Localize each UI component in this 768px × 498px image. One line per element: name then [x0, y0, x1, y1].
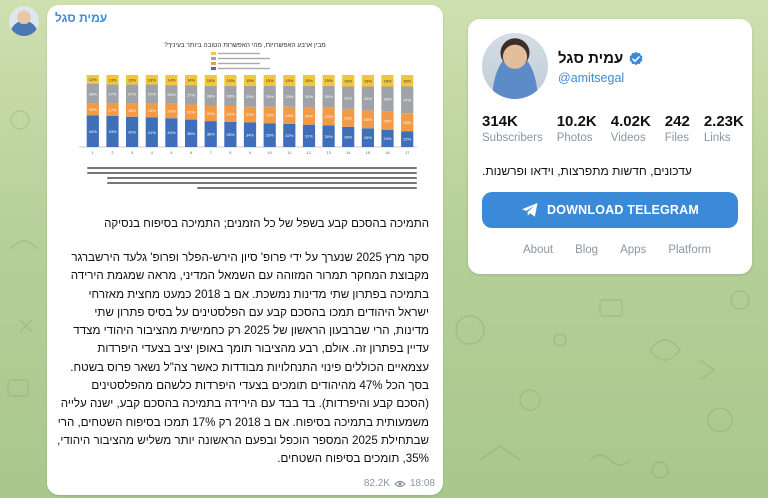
bar-value-label: 40%	[167, 130, 176, 136]
chart-footnote-lines	[87, 167, 417, 189]
stat-value: 2.23K	[703, 113, 744, 130]
bar-value-label: 22%	[245, 112, 255, 118]
bar-value-label: 25%	[344, 115, 353, 121]
bar-value-label: 44%	[88, 128, 97, 134]
x-tick-label: 2	[111, 150, 114, 155]
bar-value-label: 25%	[403, 119, 412, 125]
x-tick-label: 4	[150, 150, 153, 155]
bar-value-label: 17%	[108, 107, 117, 113]
bar-value-label: 16%	[383, 78, 392, 84]
bar-value-label: 36%	[206, 131, 215, 137]
bar-value-label: 30%	[304, 94, 313, 100]
channel-avatar[interactable]	[482, 33, 548, 99]
x-tick-label: 1	[91, 150, 94, 155]
author-avatar[interactable]	[9, 6, 39, 36]
bar-value-label: 34%	[245, 132, 255, 138]
chart-bars	[79, 75, 417, 155]
chart-title: מבין ארבע האפשרויות, מהי האפשרות הטובה ביותר בעיניך?	[164, 42, 326, 49]
bar-value-label: 19%	[147, 108, 156, 114]
channel-title	[558, 50, 644, 67]
link-apps[interactable]: Apps	[620, 244, 647, 256]
bar-value-label: 21%	[187, 109, 196, 115]
x-tick-label: 16	[385, 150, 390, 155]
bar-value-label: 28%	[226, 93, 235, 99]
bar-value-label: 16%	[403, 78, 412, 84]
bar-value-label: 15%	[206, 78, 215, 83]
x-tick-label: 15	[365, 150, 371, 155]
bar-value-label: 21%	[206, 111, 215, 117]
bar-value-label: 26%	[363, 135, 372, 141]
post-title: התמיכה בהסכם קבע בשפל של כל הזמנים; התמיכה בסיפוח בנסיקה	[104, 218, 429, 230]
bar-value-label: 27%	[187, 92, 196, 98]
stat-links[interactable]	[704, 113, 744, 144]
post-image[interactable]	[47, 35, 443, 207]
footer-links	[523, 244, 711, 256]
bar-value-label: 28%	[206, 93, 215, 99]
stacked-bar-chart	[47, 35, 443, 207]
link-blog[interactable]: Blog	[575, 244, 599, 256]
bar-value-label: 25%	[383, 118, 392, 124]
stat-files[interactable]	[665, 113, 690, 144]
bar-value-label: 31%	[344, 95, 353, 101]
bar-value-label: 35%	[226, 132, 235, 137]
legend-swatch	[211, 52, 216, 55]
eye-icon	[394, 480, 406, 488]
bar-value-label: 15%	[245, 78, 255, 83]
x-tick-label: 6	[189, 150, 193, 155]
bar-value-label: 30%	[324, 133, 333, 139]
x-tick-label: 3	[130, 150, 134, 155]
telegram-icon	[521, 202, 539, 218]
link-platform[interactable]: Platform	[668, 244, 712, 256]
bar-value-label: 14%	[187, 77, 196, 83]
legend-text	[218, 58, 270, 59]
bar-value-label: 27%	[108, 91, 117, 97]
stat-value: 314K	[482, 113, 518, 130]
bar-value-label: 25%	[363, 116, 372, 122]
bar-value-label: 15%	[304, 78, 313, 83]
legend-text	[218, 63, 260, 64]
stat-videos[interactable]	[611, 113, 651, 144]
bar-value-label: 20%	[167, 108, 176, 114]
x-tick-label: 14	[345, 150, 351, 155]
post-time: 18:08	[409, 478, 435, 489]
x-tick-label: 13	[326, 150, 331, 155]
bar-value-label: 13%	[147, 77, 156, 83]
bar-value-label: 43%	[108, 129, 117, 135]
bar-value-label: 16%	[363, 78, 372, 84]
bar-value-label: 24%	[304, 113, 313, 119]
stat-value: 10.2K	[556, 113, 597, 130]
bar-value-label: 24%	[383, 136, 392, 141]
legend-swatch	[211, 62, 216, 65]
x-tick-label: 7	[209, 150, 212, 155]
post-meta	[364, 478, 435, 489]
bar-value-label: 26%	[167, 92, 176, 97]
bar-value-label: 15%	[324, 78, 333, 83]
x-tick-label: 9	[248, 150, 252, 155]
stat-label: Videos	[610, 132, 646, 144]
bar-value-label: 15%	[265, 78, 274, 83]
channel-card	[468, 19, 752, 274]
bar-value-label: 35%	[383, 96, 392, 102]
legend-swatch	[211, 57, 216, 60]
stat-photos[interactable]	[557, 113, 597, 144]
channel-description: עדכונים, חדשות מתפרצות, וידאו ופרשנות.	[482, 164, 692, 178]
bar-value-label: 29%	[285, 93, 294, 99]
legend-text	[218, 53, 260, 54]
bar-value-label: 33%	[265, 132, 274, 138]
x-tick-label: 17	[404, 150, 410, 155]
bar-value-label: 13%	[108, 77, 117, 83]
bar-value-label: 37%	[403, 97, 412, 103]
bar-value-label: 29%	[245, 93, 255, 99]
stat-label: Files	[664, 132, 690, 144]
x-tick-label: 11	[287, 150, 292, 155]
bar-value-label: 16%	[88, 107, 97, 113]
bar-value-label: 14%	[167, 77, 176, 83]
bar-value-label: 29%	[265, 93, 274, 99]
bar-value-label: 15%	[285, 78, 294, 83]
x-tick-label: 5	[170, 150, 173, 155]
link-about[interactable]: About	[523, 244, 554, 256]
bar-value-label: 31%	[304, 133, 313, 139]
bar-value-label: 28%	[344, 134, 353, 140]
bar-value-label: 27%	[147, 91, 156, 97]
post-author[interactable]: עמית סגל	[55, 11, 108, 25]
verified-badge-icon	[628, 51, 644, 67]
bar-value-label: 22%	[226, 111, 235, 117]
bar-value-label: 15%	[226, 78, 235, 83]
legend-swatch	[211, 67, 216, 70]
download-label: DOWNLOAD TELEGRAM	[547, 203, 699, 217]
x-tick-label: 10	[267, 150, 272, 155]
bar-value-label: 25%	[324, 114, 333, 119]
x-tick-label: 12	[306, 150, 312, 155]
channel-handle[interactable]: @amitsegal	[558, 71, 625, 85]
bar-value-label: 42%	[128, 129, 137, 135]
download-telegram-button[interactable]	[482, 192, 738, 228]
stat-value: 4.02K	[610, 113, 651, 130]
stat-label: Photos	[556, 132, 593, 144]
post-card	[47, 5, 443, 495]
legend-text	[218, 68, 270, 69]
bar-value-label: 23%	[265, 112, 274, 118]
view-count: 82.2K	[363, 478, 390, 489]
bar-value-label: 38%	[187, 130, 196, 136]
bar-value-label: 16%	[344, 78, 353, 84]
bar-value-label: 30%	[324, 94, 333, 100]
channel-name: עמית סגל	[558, 50, 624, 67]
bar-value-label: 27%	[128, 91, 137, 97]
bar-value-label: 18%	[128, 107, 137, 113]
stat-label: Subscribers	[482, 132, 543, 144]
x-tick-label: 8	[229, 150, 232, 155]
stat-label: Links	[703, 132, 731, 144]
stat-subscribers	[482, 113, 543, 144]
bar-value-label: 12%	[88, 76, 97, 82]
bar-value-label: 13%	[128, 77, 137, 83]
bar-value-label: 33%	[363, 96, 372, 101]
post-body: סקר מרץ 2025 שנערך על ידי פרופ' סיון הירש-הפלר ופרופ' גלעד הירשברגר מקבוצת המחקר תמרור המזוהה עם השמאל המדיני, מראה שמגמת הירידה בתמיכה בפתרון שתי מדינות נמשכת. אם ב 2018 כמעט מחצית מאזרחי ישראל היהודים תמכו בהסכם קבע עם הפלסטינים על בסיס פתרון שתי מדינות, הרי שברבעון הראשון של 2025 רק כחמישית מהציבור היהודי מצדד עדיין בפתרון זה. אולם, רבע מהציבור תומך באופן יציב בצעדי היפרדות עצמאיים הכוללים פינוי התנחלויות מבודדות כאשר צה"ל נשאר פרוס בשטח. בסך הכל 47% מהיהודים תומכים בצעדי היפרדות כלשהם מהפלסטינים (הסכם קבע והיפרדות). בד בבד עם הירידה בתמיכה בהסכם קבע, ישנה עלייה משמעותית בתמיכה בסיפוח. אם ב 2018 רק 17% תמכו בסיפוח השטחים, הרי שבתחילת 2025 המספר הוכפל ובפעם הראשונה יותר משליש מהציבור היהודי, 35%, תומכים בסיפוח השטחים.	[57, 251, 429, 466]
bar-value-label: 32%	[285, 133, 294, 139]
bar-value-label: 24%	[285, 112, 294, 118]
bar-value-label: 41%	[147, 129, 156, 135]
bar-value-label: 22%	[403, 136, 412, 142]
chart-legend	[211, 52, 270, 70]
bar-value-label: 28%	[88, 91, 97, 97]
channel-stats	[482, 113, 748, 144]
stat-value: 242	[664, 113, 690, 130]
